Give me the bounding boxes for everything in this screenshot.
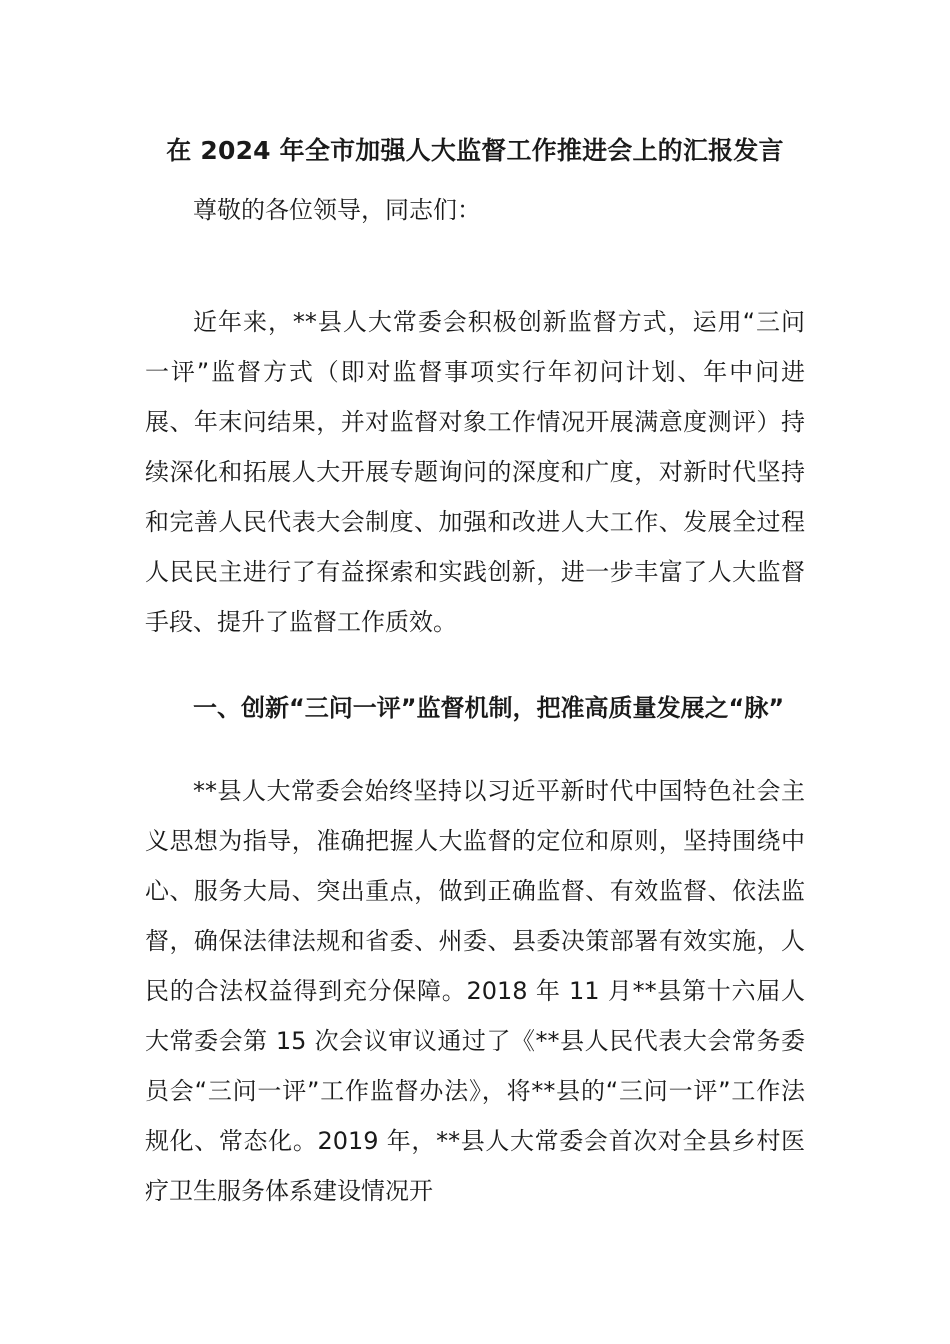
section-body-paragraph: **县人大常委会始终坚持以习近平新时代中国特色社会主义思想为指导，准确把握人大监督的定位和原则，坚持围绕中心、服务大局、突出重点，做到正确监督、有效监督、依法监督，确保法律法规和省委、州委、县委决策部署有效实施，人民的合法权益得到充分保障。2018 年 11 月**县第十六届人大常委会第 15 次会议审议通过了《**县人民代表大会常务委员会“三问一评”工作监督办法》，将**县的“三问一评”工作法规化、常态化。2019 年，**县人大常委会首次对全县乡村医疗卫生服务体系建设情况开 (145, 777, 805, 1205)
greeting-paragraph: 尊敬的各位领导，同志们： (193, 196, 481, 224)
document-title: 在 2024 年全市加强人大监督工作推进会上的汇报发言 (166, 136, 784, 165)
section-heading: 一、创新“三问一评”监督机制，把准高质量发展之“脉” (193, 694, 785, 722)
intro-paragraph: 近年来，**县人大常委会积极创新监督方式，运用“三问一评”监督方式（即对监督事项实行年初问计划、年中问进展、年末问结果，并对监督对象工作情况开展满意度测评）持续深化和拓展人大开展专题询问的深度和广度，对新时代坚持和完善人民代表大会制度、加强和改进人大工作、发展全过程人民民主进行了有益探索和实践创新，进一步丰富了人大监督手段、提升了监督工作质效。 (145, 308, 805, 636)
